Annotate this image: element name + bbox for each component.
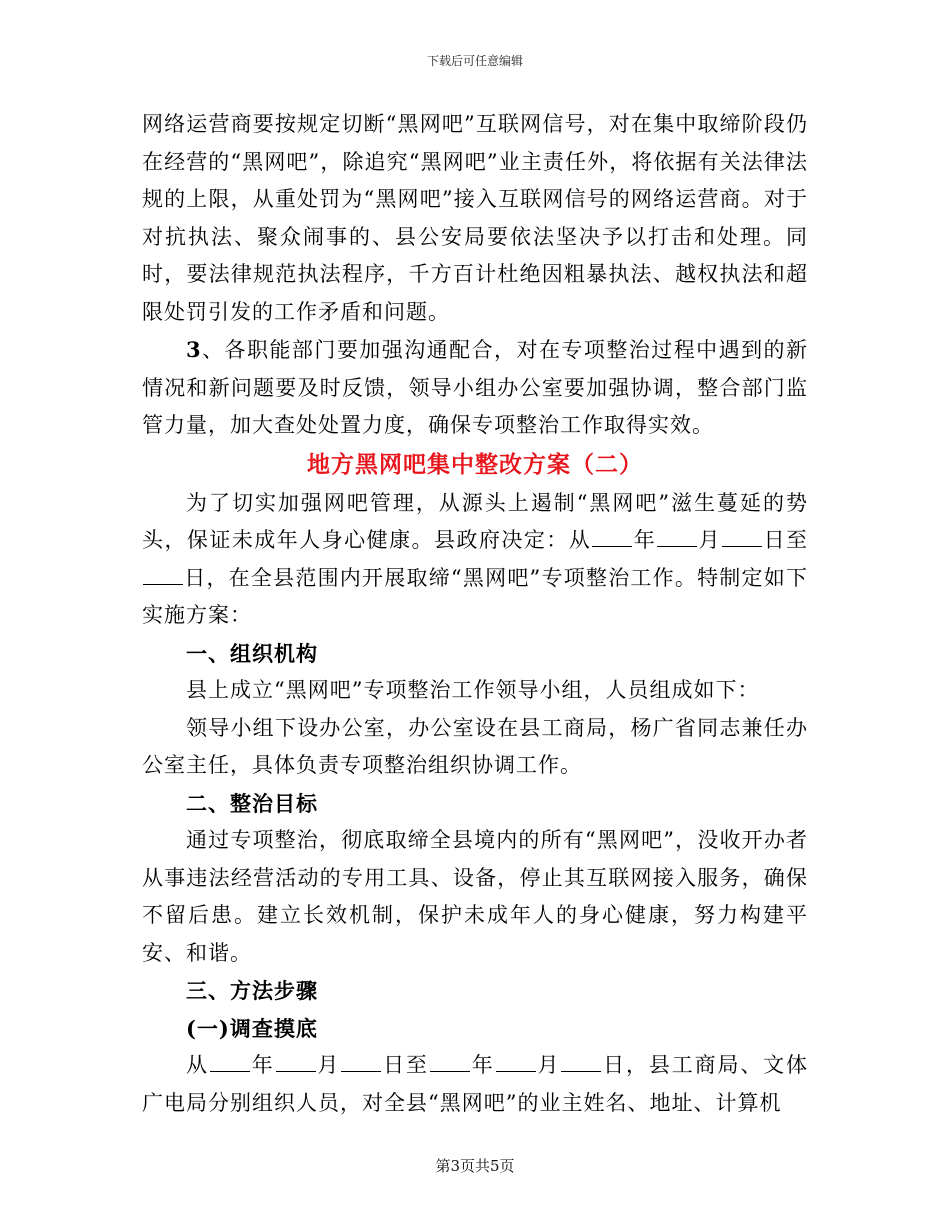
intro-day: 日至 (763, 528, 809, 552)
investigation-day: 日至 (382, 1053, 429, 1077)
paragraph-intro (142, 485, 808, 635)
heading-investigation: (一)调查摸底 (186, 1015, 318, 1041)
document-body (142, 106, 808, 1122)
paragraph-goals: 通过专项整治，彻底取缔全县境内的所有“黑网吧”，没收开办者从事违法经营活动的专用工具、设备，停止其互联网接入服务，确保不留后患。建立长效机制，保护未成年人的身心健康，努力构建平安、和谐。 (142, 828, 808, 965)
item-number: 3 (186, 337, 202, 362)
paragraph-coordination (142, 331, 808, 445)
page-header: 下载后可任意编辑 (426, 54, 523, 68)
investigation-text-b: ，县工商局、文体广电局分别组织人员，对全县“黑网吧”的业主姓名、地址、计算机 (142, 1053, 809, 1115)
investigation-month-2: 月 (536, 1053, 561, 1077)
intro-year: 年 (633, 528, 657, 552)
blank-field (561, 1049, 601, 1072)
paragraph-investigation (142, 1047, 808, 1122)
blank-field (592, 524, 632, 547)
section-title: 地方黑网吧集中整改方案（二） (307, 450, 643, 478)
heading-organization: 一、组织机构 (186, 640, 318, 666)
intro-text-a: 为了切实加强网吧管理，从源头上遏制“黑网吧”滋生蔓延的势头，保证未成年人身心健康。县政府决定：从 (142, 490, 808, 552)
intro-month: 月 (698, 528, 722, 552)
paragraph-office: 领导小组下设办公室，办公室设在县工商局，杨广省同志兼任办公室主任，具体负责专项整治组织协调工作。 (142, 715, 808, 777)
investigation-text-a: 从 (186, 1053, 209, 1077)
investigation-year: 年 (250, 1053, 275, 1077)
blank-field (496, 1049, 536, 1072)
investigation-day-2: 日 (602, 1053, 627, 1077)
blank-field (210, 1049, 250, 1072)
blank-field (143, 562, 183, 585)
blank-field (341, 1049, 381, 1072)
paragraph-leading-group: 县上成立“黑网吧”专项整治工作领导小组，人员组成如下： (186, 678, 760, 702)
investigation-month: 月 (316, 1053, 341, 1077)
investigation-year-2: 年 (470, 1053, 495, 1077)
intro-text-b: 日，在全县范围内开展取缔“黑网吧”专项整治工作。特制定如下实施方案： (142, 565, 808, 627)
blank-field (430, 1049, 470, 1072)
blank-field (722, 524, 762, 547)
blank-field (276, 1049, 316, 1072)
heading-steps: 三、方法步骤 (186, 978, 318, 1003)
page-footer: 第3页共5页 (435, 1157, 515, 1175)
paragraph-operator-penalty: 网络运营商要按规定切断“黑网吧”互联网信号，对在集中取缔阶段仍在经营的“黑网吧”，除追究“黑网吧”业主责任外，将依据有关法律法规的上限，从重处罚为“黑网吧”接入互联网信号的网络运营商。对于对抗执法、聚众闹事的、县公安局要依法坚决予以打击和处理。同时，要法律规范执法程序，千方百计杜绝因粗暴执法、越权执法和超限处罚引发的工作矛盾和问题。 (142, 112, 808, 324)
paragraph-coordination-text: 、各职能部门要加强沟通配合，对在专项整治过程中遇到的新情况和新问题要及时反馈，领导小组办公室要加强协调，整合部门监管力量，加大查处处置力度，确保专项整治工作取得实效。 (142, 338, 808, 437)
heading-goals: 二、整治目标 (186, 790, 318, 816)
blank-field (657, 524, 697, 547)
